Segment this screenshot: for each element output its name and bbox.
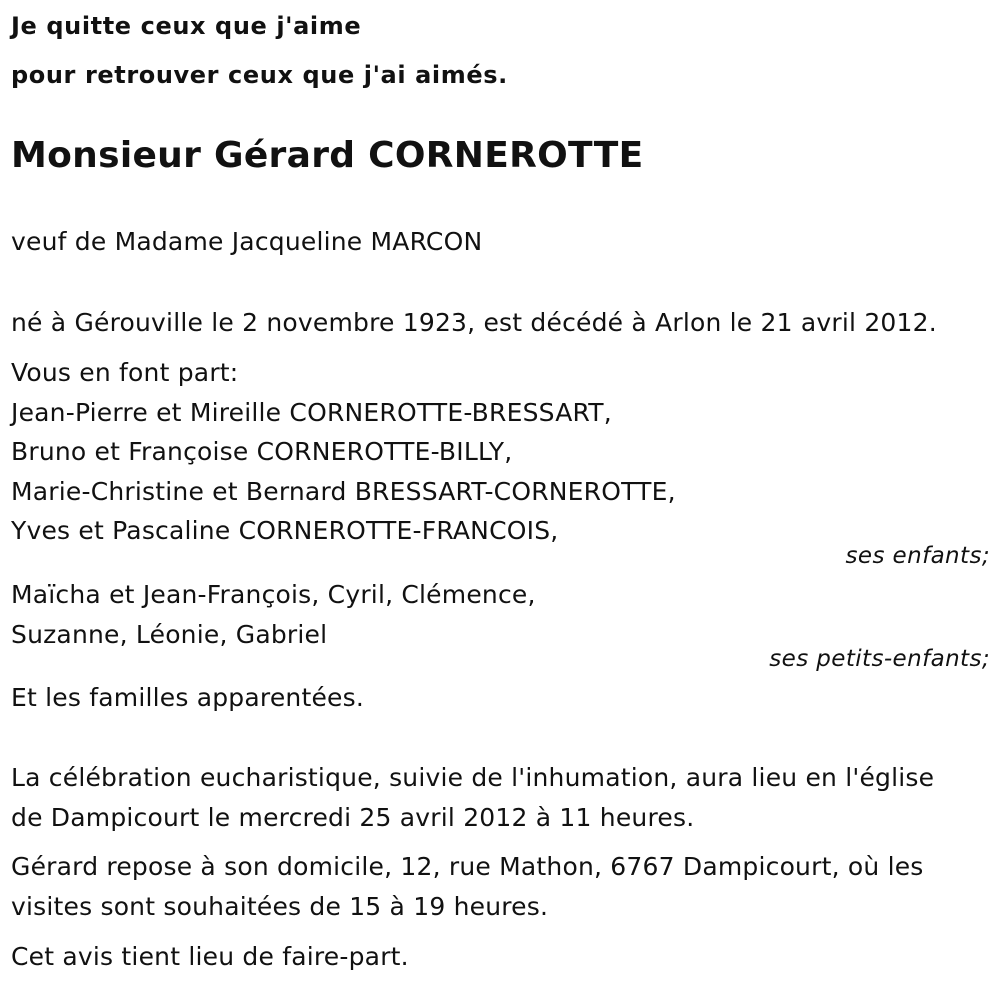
birth-death-line: né à Gérouville le 2 novembre 1923, est décédé à Arlon le 21 avril 2012. <box>11 308 937 337</box>
grandchild-line: Maïcha et Jean-François, Cyril, Clémence, <box>11 580 536 609</box>
quote-line-2: pour retrouver ceux que j'ai aimés. <box>11 61 508 89</box>
spouse-line: veuf de Madame Jacqueline MARCON <box>11 227 483 256</box>
ceremony-line-1: La célébration eucharistique, suivie de l'inhumation, aura lieu en l'église <box>11 763 935 792</box>
child-line: Bruno et Françoise CORNEROTTE-BILLY, <box>11 437 513 466</box>
child-line: Jean-Pierre et Mireille CORNEROTTE-BRESSART, <box>11 398 612 427</box>
quote-line-1: Je quitte ceux que j'aime <box>11 12 362 40</box>
children-label: ses enfants; <box>845 543 990 569</box>
visits-line-2: visites sont souhaitées de 15 à 19 heures. <box>11 892 549 921</box>
families-line: Et les familles apparentées. <box>11 683 364 712</box>
visits-line-1: Gérard repose à son domicile, 12, rue Mathon, 6767 Dampicourt, où les <box>11 852 924 881</box>
child-line: Yves et Pascaline CORNEROTTE-FRANCOIS, <box>11 516 559 545</box>
child-line: Marie-Christine et Bernard BRESSART-CORNEROTTE, <box>11 477 676 506</box>
grandchild-line: Suzanne, Léonie, Gabriel <box>11 620 328 649</box>
announcement-intro: Vous en font part: <box>11 358 239 387</box>
ceremony-line-2: de Dampicourt le mercredi 25 avril 2012 à 11 heures. <box>11 803 695 832</box>
deceased-name: Monsieur Gérard CORNEROTTE <box>11 135 644 176</box>
grandchildren-label: ses petits-enfants; <box>769 646 990 672</box>
closing-line: Cet avis tient lieu de faire-part. <box>11 942 409 971</box>
